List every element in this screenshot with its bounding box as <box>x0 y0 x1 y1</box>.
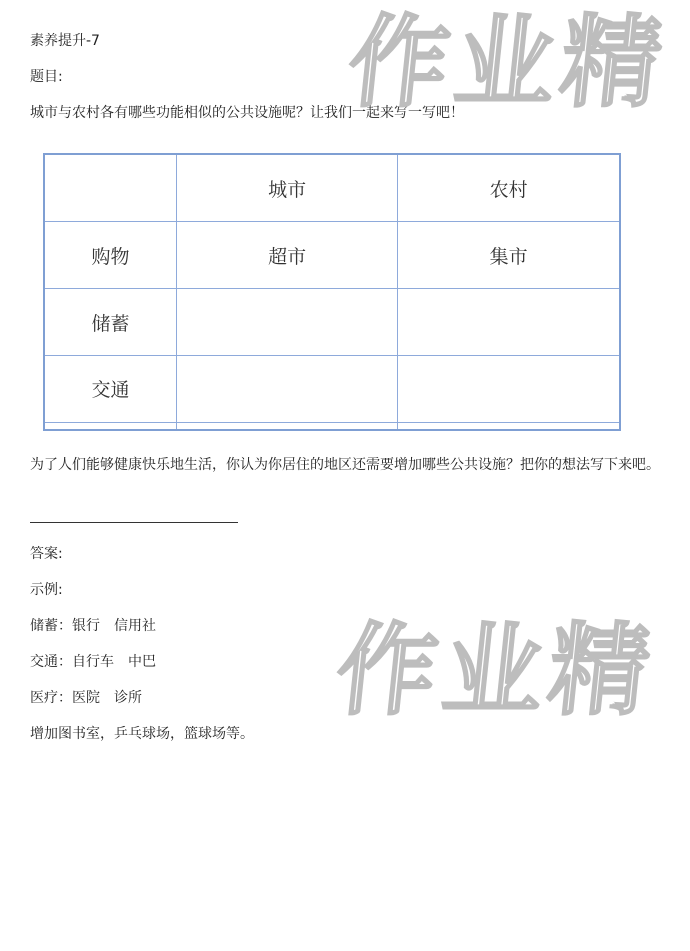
table-cell <box>398 289 620 356</box>
answer-savings <box>30 616 156 636</box>
example-label: 示例: <box>30 582 63 598</box>
row-label: 购物 <box>44 222 177 289</box>
row-label <box>44 422 177 430</box>
table-header-city: 城市 <box>177 154 398 222</box>
table-row <box>44 422 620 430</box>
answer-item: 自行车 <box>72 654 114 670</box>
table-row <box>44 222 620 289</box>
answer-category: 储蓄： <box>30 618 72 634</box>
question-label: 题目: <box>30 69 63 85</box>
table-cell <box>398 355 620 422</box>
answer-item: 医院 <box>72 690 100 706</box>
table-cell <box>177 355 398 422</box>
section-header: 素养提升-7 <box>30 33 100 49</box>
table-row <box>44 355 620 422</box>
answer-category: 交通： <box>30 654 72 670</box>
table-row <box>44 289 620 356</box>
table-cell <box>177 422 398 430</box>
table-header-village: 农村 <box>398 154 620 222</box>
answer-item: 银行 <box>72 618 100 634</box>
answer-item: 中巴 <box>128 654 156 670</box>
answer-transport <box>30 652 156 672</box>
table-cell: 集市 <box>398 222 620 289</box>
answer-item: 信用社 <box>114 618 156 634</box>
question-text: 城市与农村各有哪些功能相似的公共设施呢？让我们一起来写一写吧！ <box>30 105 464 121</box>
row-label: 储蓄 <box>44 289 177 356</box>
facilities-table <box>43 153 621 431</box>
table-header-row <box>44 154 620 222</box>
watermark-bottom: 作业精 <box>330 612 662 729</box>
answer-medical <box>30 688 142 708</box>
row-label: 交通 <box>44 355 177 422</box>
answer-divider <box>30 522 238 523</box>
answer-final: 增加图书室，乒乓球场，篮球场等。 <box>30 726 254 742</box>
watermark-top: 作业精 <box>342 4 674 121</box>
table-cell: 超市 <box>177 222 398 289</box>
table-cell <box>398 422 620 430</box>
table-cell <box>44 154 177 222</box>
answer-item: 诊所 <box>114 690 142 706</box>
table-cell <box>177 289 398 356</box>
answer-category: 医疗： <box>30 690 72 706</box>
answer-label: 答案: <box>30 546 63 562</box>
question2-text: 为了人们能够健康快乐地生活，你认为你居住的地区还需要增加哪些公共设施？把你的想法写下来吧。 <box>30 457 660 473</box>
